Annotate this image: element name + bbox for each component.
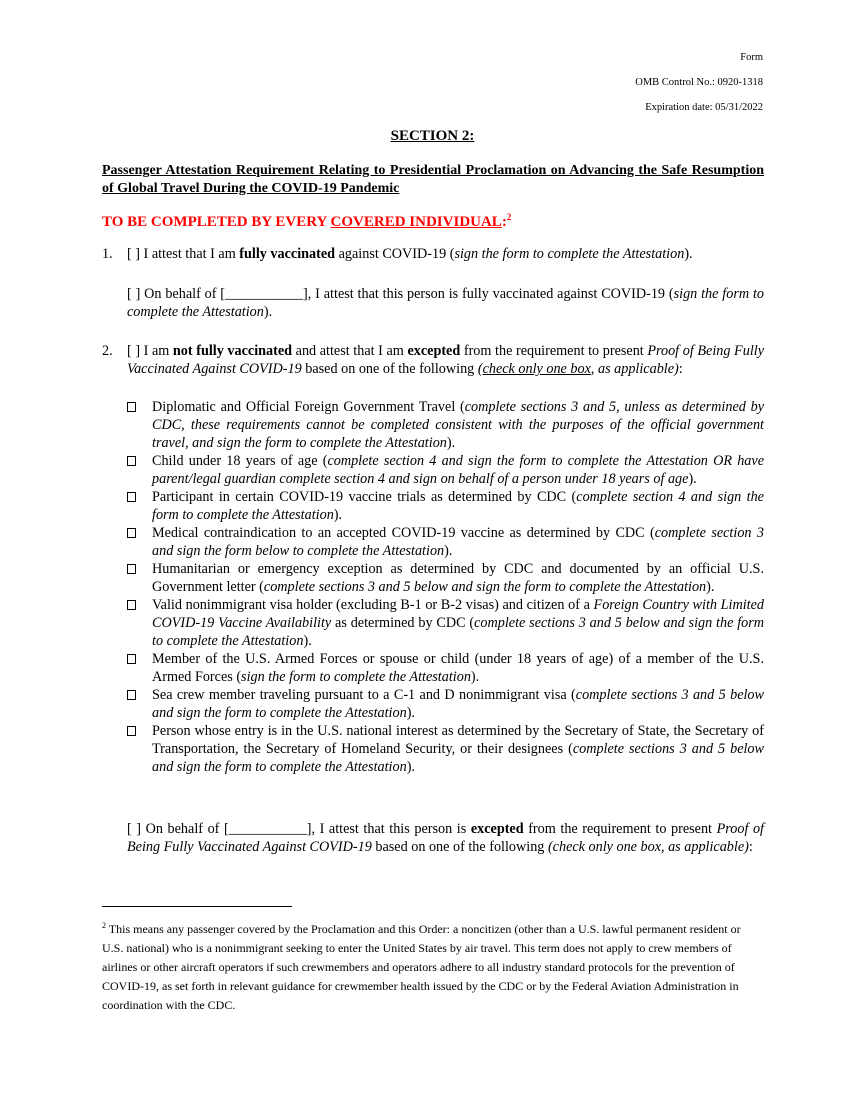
checkbox[interactable]	[127, 690, 136, 700]
checkbox[interactable]	[127, 600, 136, 610]
checkbox[interactable]	[127, 528, 136, 538]
exception-option-medical	[127, 524, 764, 560]
item2-italic-b-post: , as applicable)	[590, 361, 679, 377]
item-text[interactable]	[127, 245, 767, 263]
exception-option-diplomatic	[127, 398, 764, 452]
section-title: SECTION 2:	[390, 128, 475, 144]
instruction-prefix: TO BE COMPLETED BY EVERY	[102, 214, 331, 230]
checkbox[interactable]	[127, 456, 136, 466]
option-instruction: complete section 4 and sign the form to complete the Attestation	[152, 489, 764, 523]
item1-text-c: ).	[684, 246, 693, 262]
footnote	[102, 916, 764, 1015]
option-text-end: ).	[446, 435, 456, 451]
behalf2-bold: excepted	[470, 821, 524, 837]
option-text: Sea crew member traveling pursuant to a C-1 and D nonimmigrant visa (	[152, 687, 576, 703]
exception-options-list	[127, 398, 764, 776]
item1-text-a: [ ] I attest that I am	[127, 246, 240, 262]
checkbox[interactable]	[127, 492, 136, 502]
behalf2-text-a: [ ] On behalf of [___________], I attest that this person is	[127, 821, 471, 837]
option-instruction: complete sections 3 and 5 below and sign the form to complete the Attestation	[263, 579, 707, 595]
option-text: Diplomatic and Official Foreign Government Travel (	[152, 399, 465, 415]
item1-bold: fully vaccinated	[239, 246, 336, 262]
behalf1-italic: sign the form to complete the Attestation	[127, 286, 764, 320]
option-text-end: ).	[406, 705, 415, 721]
behalf2-text-b: from the requirement to present	[523, 821, 717, 837]
behalf2-italic-a: Proof of Being Fully Vaccinated Against COVID-19	[127, 821, 765, 855]
option-instruction: complete sections 3 and 5 below and sign the form to complete the Attestation	[152, 687, 764, 721]
item2-text-e: :	[678, 361, 683, 377]
option-text-end: ).	[333, 507, 343, 523]
exception-option-national-interest	[127, 722, 764, 776]
item2-bold-a: not fully vaccinated	[172, 343, 293, 359]
omb-control-number: OMB Control No.: 0920-1318	[635, 77, 763, 88]
item2-text-c: from the requirement to present	[460, 343, 648, 359]
option-text: Humanitarian or emergency exception as determined by CDC and documented by an official U.S. Government letter (	[152, 561, 764, 595]
document-heading: Passenger Attestation Requirement Relating to Presidential Proclamation on Advancing the Safe Resumption of Global Travel During the COVID-19 Pandemic	[102, 163, 764, 196]
instruction-suffix: :	[501, 214, 507, 230]
expiration-date: Expiration date: 05/31/2022	[645, 102, 763, 113]
option-text: Member of the U.S. Armed Forces or spouse or child (under 18 years of age) of a member of the U.S. Armed Forces (	[152, 651, 764, 685]
item-number: 1.	[102, 246, 113, 262]
option-instruction: complete section 3 and sign the form below to complete the Attestation	[152, 525, 764, 559]
option-text-end: ).	[706, 579, 715, 595]
checkbox[interactable]	[127, 564, 136, 574]
option-text-end: ).	[688, 471, 697, 487]
item-text[interactable]	[127, 342, 764, 378]
exception-option-armed-forces	[127, 650, 764, 686]
item2-italic-b-under: check only one box	[482, 361, 591, 377]
option-instruction: complete sections 3 and 5 below and sign the form to complete the Attestation	[152, 615, 765, 649]
on-behalf-excepted[interactable]	[127, 820, 764, 856]
item-number: 2.	[102, 343, 113, 359]
option-text-mid: as determined by CDC (	[331, 615, 475, 631]
option-text: Valid nonimmigrant visa holder (excluding B-1 or B-2 visas) and citizen of a	[152, 597, 594, 613]
behalf2-text-c: based on one of the following	[371, 839, 548, 855]
completion-instruction	[102, 212, 764, 231]
item2-text-b: and attest that I am	[292, 343, 408, 359]
option-instruction: complete sections 3 and 5, unless as determined by CDC, these requirements cannot be completed consistent with the purposes of the official government travel, and sign the form to complete the Attestation	[152, 399, 764, 451]
option-text: Participant in certain COVID-19 vaccine trials as determined by CDC (	[152, 489, 577, 505]
exception-option-nonimmigrant-visa	[127, 596, 764, 650]
behalf1-text-a: [ ] On behalf of [___________], I attest that this person is fully vaccinated against COVID-19 (	[127, 286, 674, 302]
option-text-end: ).	[406, 759, 415, 775]
checkbox[interactable]	[127, 726, 136, 736]
option-instruction: complete section 4 and sign the form to complete the Attestation OR have parent/legal guardian complete section 4 and sign on behalf of a person under 18 years of age	[152, 453, 764, 487]
option-text-end: ).	[444, 543, 453, 559]
option-text: Child under 18 years of age (	[152, 453, 328, 469]
exception-option-sea-crew	[127, 686, 764, 722]
exception-option-humanitarian	[127, 560, 764, 596]
option-text-end: ).	[303, 633, 312, 649]
item2-italic-a: Proof of Being Fully Vaccinated Against COVID-19	[127, 343, 764, 377]
behalf1-text-b: ).	[263, 304, 273, 320]
exception-option-vaccine-trial	[127, 488, 764, 524]
item2-bold-b: excepted	[407, 343, 461, 359]
form-label: Form	[740, 52, 763, 63]
option-country-term: Foreign Country with Limited COVID-19 Vaccine Availability	[152, 597, 764, 631]
item2-italic-b-pre: (	[477, 361, 483, 377]
item1-text-b: against COVID-19 (	[335, 246, 455, 262]
option-text-end: ).	[470, 669, 480, 685]
checkbox[interactable]	[127, 654, 136, 664]
exception-option-child	[127, 452, 764, 488]
behalf2-italic-b: (check only one box, as applicable)	[547, 839, 749, 855]
item2-text-a: [ ] I am	[127, 343, 173, 359]
on-behalf-vaccinated[interactable]	[127, 285, 764, 321]
item1-italic: sign the form to complete the Attestation	[454, 246, 685, 262]
instruction-covered-individual: COVERED INDIVIDUAL	[330, 214, 502, 230]
option-text: Medical contraindication to an accepted COVID-19 vaccine as determined by CDC (	[152, 525, 655, 541]
option-instruction: complete sections 3 and 5 below and sign the form to complete the Attestation	[152, 741, 764, 775]
behalf2-text-d: :	[748, 839, 753, 855]
item2-text-d: based on one of the following	[301, 361, 478, 377]
footnote-divider	[102, 906, 292, 907]
option-text: Person whose entry is in the U.S. national interest as determined by the Secretary of State, the Secretary of Transportation, the Secretary of Homeland Security, or their designees (	[152, 723, 764, 757]
footnote-marker: 2	[102, 921, 106, 930]
footnote-reference: 2	[506, 212, 512, 222]
option-instruction: sign the form to complete the Attestation	[241, 669, 471, 685]
checkbox[interactable]	[127, 402, 136, 412]
footnote-text: This means any passenger covered by the Proclamation and this Order: a noncitizen (other than a U.S. lawful permanent resident or U.S. national) who is a nonimmigrant seeking to enter the United States by air travel. This term does not apply to crew members of airlines or other aircraft operators if such crewmembers and operators adhere to all industry standard protocols for the prevention of COVID-19, as set forth in relevant guidance for crewmember health issued by the CDC or by the Federal Aviation Administration in coordination with the CDC.	[102, 922, 741, 1012]
